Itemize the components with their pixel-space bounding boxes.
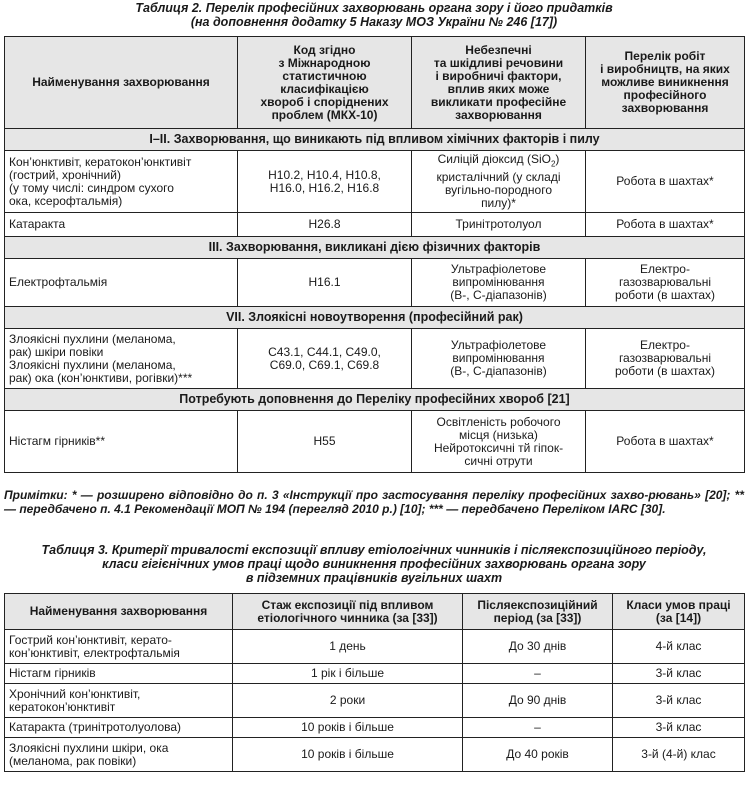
work-cell: Електро- газозварювальні роботи (в шахтах) — [586, 259, 745, 307]
exposure-cell: 2 роки — [233, 684, 463, 718]
class-cell: 3-й клас — [613, 664, 745, 684]
work-cell: Електро- газозварювальні роботи (в шахтах) — [586, 329, 745, 389]
table2-row — [5, 213, 745, 237]
period-cell: – — [463, 664, 613, 684]
disease-cell: Кон’юнктивіт, кератокон’юнктивіт (гострий, хронічний) (у тому числі: синдром сухого ока, ксерофтальмія) — [5, 151, 238, 213]
table3-header-disease: Найменування захворювання — [5, 594, 233, 630]
disease-cell: Злоякісні пухлини (меланома, рак) шкіри повіки Злоякісні пухлини (меланома, рак) ока (кон’юнктиви, рогівки)*** — [5, 329, 238, 389]
table3-row — [5, 738, 745, 772]
table2-row — [5, 151, 745, 213]
factor-text: Силіцій діоксид (SiO — [437, 152, 551, 167]
disease-cell: Ністагм гірників** — [5, 411, 238, 473]
table2-header-disease: Найменування захворювання — [5, 37, 238, 129]
table3-header-exposure: Стаж експозиції під впливом етіологічного чинника (за [33]) — [233, 594, 463, 630]
factor-cell: Ультрафіолетове випромінювання (В-, С-діапазонів) — [412, 329, 586, 389]
work-cell: Робота в шахтах* — [586, 213, 745, 237]
table2-header-row — [5, 37, 745, 129]
class-cell: 3-й (4-й) клас — [613, 738, 745, 772]
table2-caption — [0, 1, 748, 29]
disease-cell: Електрофтальмія — [5, 259, 238, 307]
disease-cell: Злоякісні пухлини шкіри, ока (меланома, рак повіки) — [5, 738, 233, 772]
table2-caption-line1: Таблиця 2. Перелік професійних захворювань органа зору і його придатків — [135, 1, 613, 15]
table2-header-works: Перелік робіт і виробництв, на яких можливе виникнення професійного захворювання — [586, 37, 745, 129]
exposure-cell: 10 років і більше — [233, 718, 463, 738]
table2 — [4, 36, 745, 473]
table3-row — [5, 718, 745, 738]
table3 — [4, 593, 745, 772]
table3-caption-line2: класи гігієнічних умов праці щодо виникнення професійних захворювань органа зору — [102, 557, 646, 571]
code-cell: Н10.2, Н10.4, Н10.8, Н16.0, Н16.2, Н16.8 — [238, 151, 412, 213]
disease-cell: Ністагм гірників — [5, 664, 233, 684]
table2-caption-line2: (на доповнення додатку 5 Наказу МОЗ України № 246 [17]) — [190, 15, 558, 29]
work-cell: Робота в шахтах* — [586, 151, 745, 213]
table3-row — [5, 664, 745, 684]
disease-cell: Катаракта (тринітротолуолова) — [5, 718, 233, 738]
disease-cell: Катаракта — [5, 213, 238, 237]
table3-caption — [0, 543, 748, 585]
factor-cell — [412, 151, 586, 213]
work-cell: Робота в шахтах* — [586, 411, 745, 473]
period-cell: До 40 років — [463, 738, 613, 772]
disease-cell: Гострий кон’юнктивіт, керато- кон’юнктивіт, електрофтальмія — [5, 630, 233, 664]
section-title: ІІІ. Захворювання, викликані дією фізичних факторів — [5, 237, 745, 259]
section-title: VII. Злоякісні новоутворення (професійний рак) — [5, 307, 745, 329]
factor-subscript: 2 — [550, 159, 556, 169]
period-cell: – — [463, 718, 613, 738]
table3-row — [5, 630, 745, 664]
period-cell: До 30 днів — [463, 630, 613, 664]
table3-header-class: Класи умов праці (за [14]) — [613, 594, 745, 630]
section-title: І–ІІ. Захворювання, що виникають під впливом хімічних факторів і пилу — [5, 129, 745, 151]
factor-text-continued: ) кристалічний (у складі вугільно-породного пилу)* — [436, 152, 561, 210]
table3-caption-line3: в підземних працівників вугільних шахт — [245, 571, 503, 585]
table3-header-period: Післяекспозиційний період (за [33]) — [463, 594, 613, 630]
exposure-cell: 10 років і більше — [233, 738, 463, 772]
factor-cell: Освітленість робочого місця (низька) Нейротоксичні тй гіпок- сичні отрути — [412, 411, 586, 473]
exposure-cell: 1 рік і більше — [233, 664, 463, 684]
table2-section-row — [5, 237, 745, 259]
factor-cell: Тринітротолуол — [412, 213, 586, 237]
code-cell: С43.1, С44.1, С49.0, С69.0, С69.1, С69.8 — [238, 329, 412, 389]
factor-cell: Ультрафіолетове випромінювання (В-, С-діапазонів) — [412, 259, 586, 307]
table2-section-row — [5, 129, 745, 151]
class-cell: 4-й клас — [613, 630, 745, 664]
table2-header-factors: Небезпечні та шкідливі речовини і виробничі фактори, вплив яких може викликати професійне захворювання — [412, 37, 586, 129]
table2-row — [5, 329, 745, 389]
code-cell: Н16.1 — [238, 259, 412, 307]
table3-row — [5, 684, 745, 718]
table2-row — [5, 411, 745, 473]
period-cell: До 90 днів — [463, 684, 613, 718]
table2-row — [5, 259, 745, 307]
exposure-cell: 1 день — [233, 630, 463, 664]
table2-section-row — [5, 389, 745, 411]
section-title: Потребують доповнення до Переліку професійних хвороб [21] — [5, 389, 745, 411]
disease-cell: Хронічний кон’юнктивіт, кератокон’юнктивіт — [5, 684, 233, 718]
table2-header-code: Код згідно з Міжнародною статистичною класифікацією хвороб і споріднених проблем (МКХ-10) — [238, 37, 412, 129]
class-cell: 3-й клас — [613, 718, 745, 738]
class-cell: 3-й клас — [613, 684, 745, 718]
code-cell: Н55 — [238, 411, 412, 473]
table2-notes: Примітки: * — розширено відповідно до п. 3 «Інструкції про застосування переліку професійних захво-рювань» [20]; ** — передбачено п. 4.1 Рекомендації МОП № 194 (перегляд 2010 р.) [10]; *** — передбачено Переліком IARC [30]. — [4, 488, 744, 516]
code-cell: Н26.8 — [238, 213, 412, 237]
table3-caption-line1: Таблиця 3. Критерії тривалості експозиції впливу етіологічних чинників і післяекспозиційного періоду, — [41, 543, 707, 557]
table2-section-row — [5, 307, 745, 329]
table3-header-row — [5, 594, 745, 630]
